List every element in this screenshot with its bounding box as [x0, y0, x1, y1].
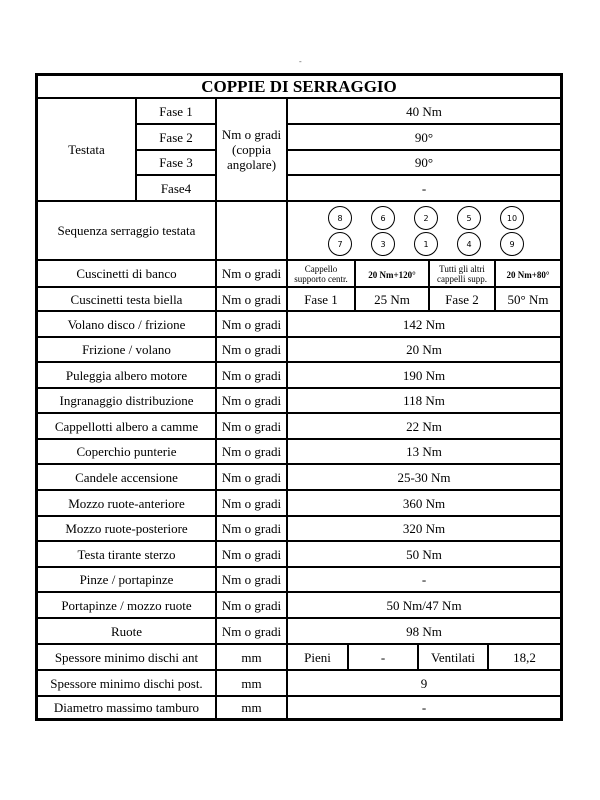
biella-c1: Fase 1	[287, 287, 355, 311]
row-label: Ingranaggio distribuzione	[37, 388, 216, 413]
bolt-circle: 2	[414, 206, 438, 230]
banco-label: Cuscinetti di banco	[37, 260, 216, 287]
row-label: Coperchio punterie	[37, 439, 216, 464]
bolt-circle: 5	[457, 206, 481, 230]
bolt-circle: 9	[500, 232, 524, 256]
row-unit: Nm o gradi	[216, 464, 287, 490]
dischi-ant-c1: Pieni	[287, 644, 348, 670]
biella-unit: Nm o gradi	[216, 287, 287, 311]
row-value: -	[287, 567, 561, 592]
row-unit: Nm o gradi	[216, 541, 287, 567]
row-label: Puleggia albero motore	[37, 362, 216, 388]
row-label: Frizione / volano	[37, 337, 216, 362]
banco-c1-line-1: Cappello	[304, 263, 338, 274]
row-value: 50 Nm/47 Nm	[287, 592, 561, 618]
row-label: Candele accensione	[37, 464, 216, 490]
bolt-circle: 6	[371, 206, 395, 230]
row-unit: Nm o gradi	[216, 592, 287, 618]
row-unit: Nm o gradi	[216, 490, 287, 516]
top-mark: -	[299, 57, 302, 66]
banco-c4: 20 Nm+80°	[495, 260, 561, 287]
row-label: Portapinze / mozzo ruote	[37, 592, 216, 618]
row-label: Ruote	[37, 618, 216, 644]
row-unit: Nm o gradi	[216, 618, 287, 644]
biella-c3: Fase 2	[429, 287, 495, 311]
dischi-ant-unit: mm	[216, 644, 287, 670]
bolt-circle: 8	[328, 206, 352, 230]
bolt-circle: 1	[414, 232, 438, 256]
banco-c1	[287, 260, 355, 287]
row-unit: Nm o gradi	[216, 311, 287, 337]
biella-label: Cuscinetti testa biella	[37, 287, 216, 311]
row-value: 22 Nm	[287, 413, 561, 439]
testata-unit-line-2: (coppia	[232, 142, 271, 157]
testata-fase-1: Fase 1	[136, 98, 216, 124]
sequenza-label: Sequenza serraggio testata	[37, 201, 216, 260]
banco-c3	[429, 260, 495, 287]
row-unit: Nm o gradi	[216, 362, 287, 388]
dischi-ant-label: Spessore minimo dischi ant	[37, 644, 216, 670]
testata-fase-2: Fase 2	[136, 124, 216, 150]
dischi-post-unit: mm	[216, 670, 287, 696]
row-label: Cappellotti albero a camme	[37, 413, 216, 439]
row-value: 13 Nm	[287, 439, 561, 464]
row-unit: Nm o gradi	[216, 567, 287, 592]
row-value: 190 Nm	[287, 362, 561, 388]
torque-table	[35, 73, 563, 721]
row-label: Mozzo ruote-posteriore	[37, 516, 216, 541]
tamburo-unit: mm	[216, 696, 287, 719]
row-value: 360 Nm	[287, 490, 561, 516]
testata-fase-4: Fase4	[136, 175, 216, 201]
row-value: 142 Nm	[287, 311, 561, 337]
row-unit: Nm o gradi	[216, 388, 287, 413]
bolt-circle: 4	[457, 232, 481, 256]
banco-c2: 20 Nm+120°	[355, 260, 429, 287]
row-label: Pinze / portapinze	[37, 567, 216, 592]
dischi-ant-c2: -	[348, 644, 418, 670]
row-label: Volano disco / frizione	[37, 311, 216, 337]
row-label: Testa tirante sterzo	[37, 541, 216, 567]
tamburo-value: -	[287, 696, 561, 719]
dischi-post-label: Spessore minimo dischi post.	[37, 670, 216, 696]
biella-c2: 25 Nm	[355, 287, 429, 311]
table-title: COPPIE DI SERRAGGIO	[37, 75, 561, 98]
sequenza-unit-empty	[216, 201, 287, 260]
dischi-ant-c4: 18,2	[488, 644, 561, 670]
testata-unit-line-1: Nm o gradi	[221, 127, 282, 142]
dischi-post-value: 9	[287, 670, 561, 696]
bolt-circle: 7	[328, 232, 352, 256]
testata-value-4: -	[287, 175, 561, 201]
biella-c4: 50° Nm	[495, 287, 561, 311]
row-unit: Nm o gradi	[216, 516, 287, 541]
bolt-circle: 10	[500, 206, 524, 230]
row-value: 98 Nm	[287, 618, 561, 644]
sequenza-diagram	[287, 201, 561, 260]
banco-c1-line-2: supporto centr.	[294, 273, 348, 284]
banco-c3-line-2: cappelli supp.	[437, 273, 487, 284]
row-value: 25-30 Nm	[287, 464, 561, 490]
testata-value-1: 40 Nm	[287, 98, 561, 124]
row-value: 50 Nm	[287, 541, 561, 567]
testata-value-3: 90°	[287, 150, 561, 175]
row-unit: Nm o gradi	[216, 337, 287, 362]
dischi-ant-c3: Ventilati	[418, 644, 488, 670]
bolt-circle: 3	[371, 232, 395, 256]
tamburo-label: Diametro massimo tamburo	[37, 696, 216, 719]
testata-unit	[216, 98, 287, 201]
banco-unit: Nm o gradi	[216, 260, 287, 287]
testata-value-2: 90°	[287, 124, 561, 150]
testata-label: Testata	[37, 98, 136, 201]
row-value: 320 Nm	[287, 516, 561, 541]
row-value: 20 Nm	[287, 337, 561, 362]
testata-fase-3: Fase 3	[136, 150, 216, 175]
row-unit: Nm o gradi	[216, 439, 287, 464]
row-label: Mozzo ruote-anteriore	[37, 490, 216, 516]
row-unit: Nm o gradi	[216, 413, 287, 439]
testata-unit-line-3: angolare)	[226, 157, 277, 172]
banco-c3-line-1: Tutti gli altri	[439, 263, 485, 274]
row-value: 118 Nm	[287, 388, 561, 413]
